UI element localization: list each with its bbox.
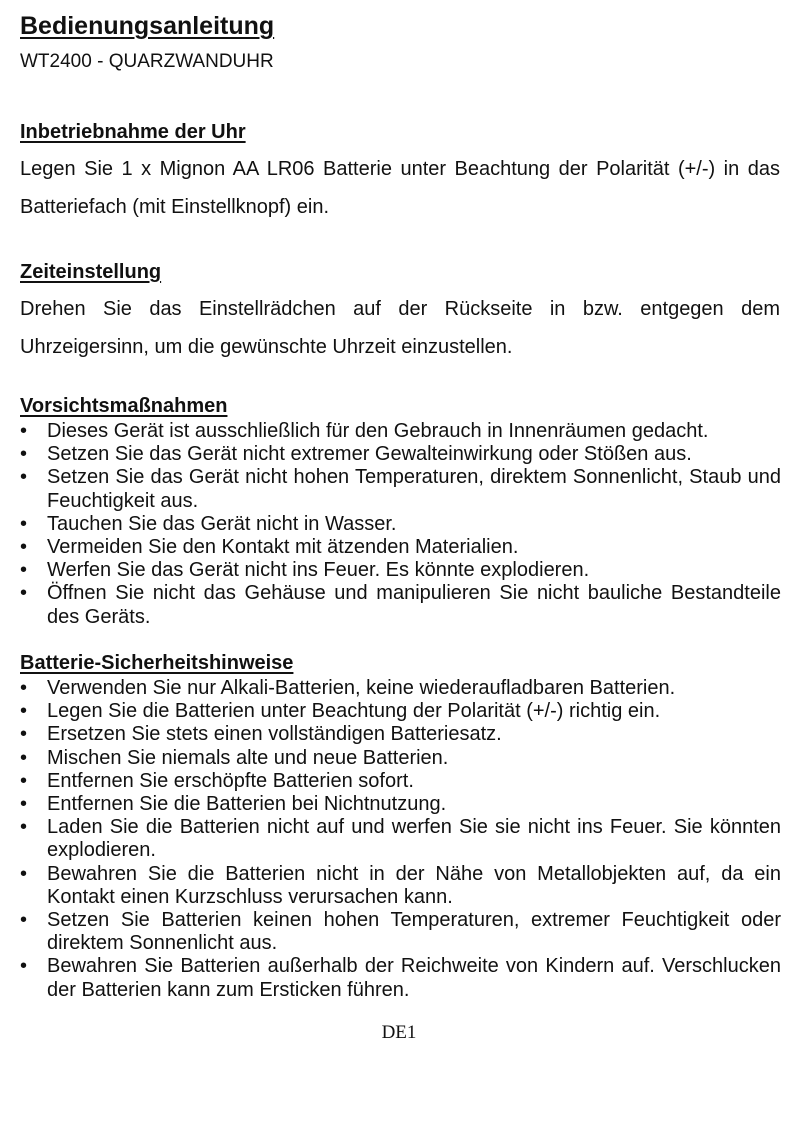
bullet: • (20, 862, 28, 885)
list-item: • Tauchen Sie das Gerät nicht in Wasser. (20, 512, 397, 535)
battery-safety-list (20, 677, 781, 1002)
list-item: • Entfernen Sie die Batterien bei Nichtnutzung. (20, 793, 447, 816)
bullet: • (20, 793, 28, 816)
bullet: • (20, 536, 28, 559)
bullet: • (20, 909, 28, 932)
list-item: • Ersetzen Sie stets einen vollständigen Batteriesatz. (20, 723, 502, 746)
bullet: • (20, 746, 28, 769)
list-item: • Vermeiden Sie den Kontakt mit ätzenden Materialien. (20, 536, 519, 559)
list-item: • Werfen Sie das Gerät nicht ins Feuer. Es könnte explodieren. (20, 559, 590, 582)
section-heading-operation: Inbetriebnahme der Uhr (20, 121, 246, 143)
bullet: • (20, 582, 28, 605)
bullet: • (20, 512, 28, 535)
list-item: • Laden Sie die Batterien nicht auf und werfen Sie sie nicht ins Feuer. Sie könnten explodieren. (20, 816, 781, 862)
bullet: • (20, 420, 28, 442)
list-item: • Bewahren Sie Batterien außerhalb der Reichweite von Kindern auf. Verschlucken der Batterien kann zum Ersticken führen. (20, 955, 781, 1001)
list-item: • Bewahren Sie die Batterien nicht in der Nähe von Metallobjekten auf, da ein Kontakt einen Kurzschluss verursachen kann. (20, 862, 781, 908)
time-setting-paragraph: Drehen Sie das Einstellrädchen auf der Rückseite in bzw. entgegen dem Uhrzeigersinn, um die gewünschte Uhrzeit einzustellen. (20, 298, 780, 358)
bullet: • (20, 769, 28, 792)
document-subtitle: WT2400 - QUARZWANDUHR (20, 51, 274, 72)
section-heading-time-setting: Zeiteinstellung (20, 261, 162, 283)
list-item: • Mischen Sie niemals alte und neue Batterien. (20, 746, 449, 769)
bullet: • (20, 700, 28, 723)
precautions-list (20, 420, 781, 629)
list-item: • Dieses Gerät ist ausschließlich für den Gebrauch in Innenräumen gedacht. (20, 420, 709, 442)
document-title: Bedienungsanleitung (20, 12, 275, 40)
list-item: • Öffnen Sie nicht das Gehäuse und manipulieren Sie nicht bauliche Bestandteile des Geräts. (20, 582, 781, 628)
bullet: • (20, 677, 28, 699)
list-item: • Setzen Sie das Gerät nicht extremer Gewalteinwirkung oder Stößen aus. (20, 443, 692, 466)
section-heading-battery-safety: Batterie-Sicherheitshinweise (20, 652, 294, 674)
list-item: • Entfernen Sie erschöpfte Batterien sofort. (20, 769, 414, 792)
list-item: • Legen Sie die Batterien unter Beachtung der Polarität (+/-) richtig ein. (20, 700, 661, 723)
page-number: DE1 (381, 1022, 417, 1043)
bullet: • (20, 443, 28, 466)
bullet: • (20, 559, 28, 582)
operation-paragraph: Legen Sie 1 x Mignon AA LR06 Batterie unter Beachtung der Polarität (+/-) in das Batteriefach (mit Einstellknopf) ein. (20, 158, 780, 218)
section-heading-precautions: Vorsichtsmaßnahmen (20, 395, 228, 417)
list-item: • Setzen Sie das Gerät nicht hohen Temperaturen, direktem Sonnenlicht, Staub und Feuchtigkeit aus. (20, 466, 781, 512)
list-item: • Verwenden Sie nur Alkali-Batterien, keine wiederaufladbaren Batterien. (20, 677, 676, 699)
bullet: • (20, 955, 28, 978)
bullet: • (20, 466, 28, 489)
bullet: • (20, 723, 28, 746)
list-item: • Setzen Sie Batterien keinen hohen Temperaturen, extremer Feuchtigkeit oder direktem Sonnenlicht aus. (20, 909, 781, 955)
bullet: • (20, 816, 28, 839)
